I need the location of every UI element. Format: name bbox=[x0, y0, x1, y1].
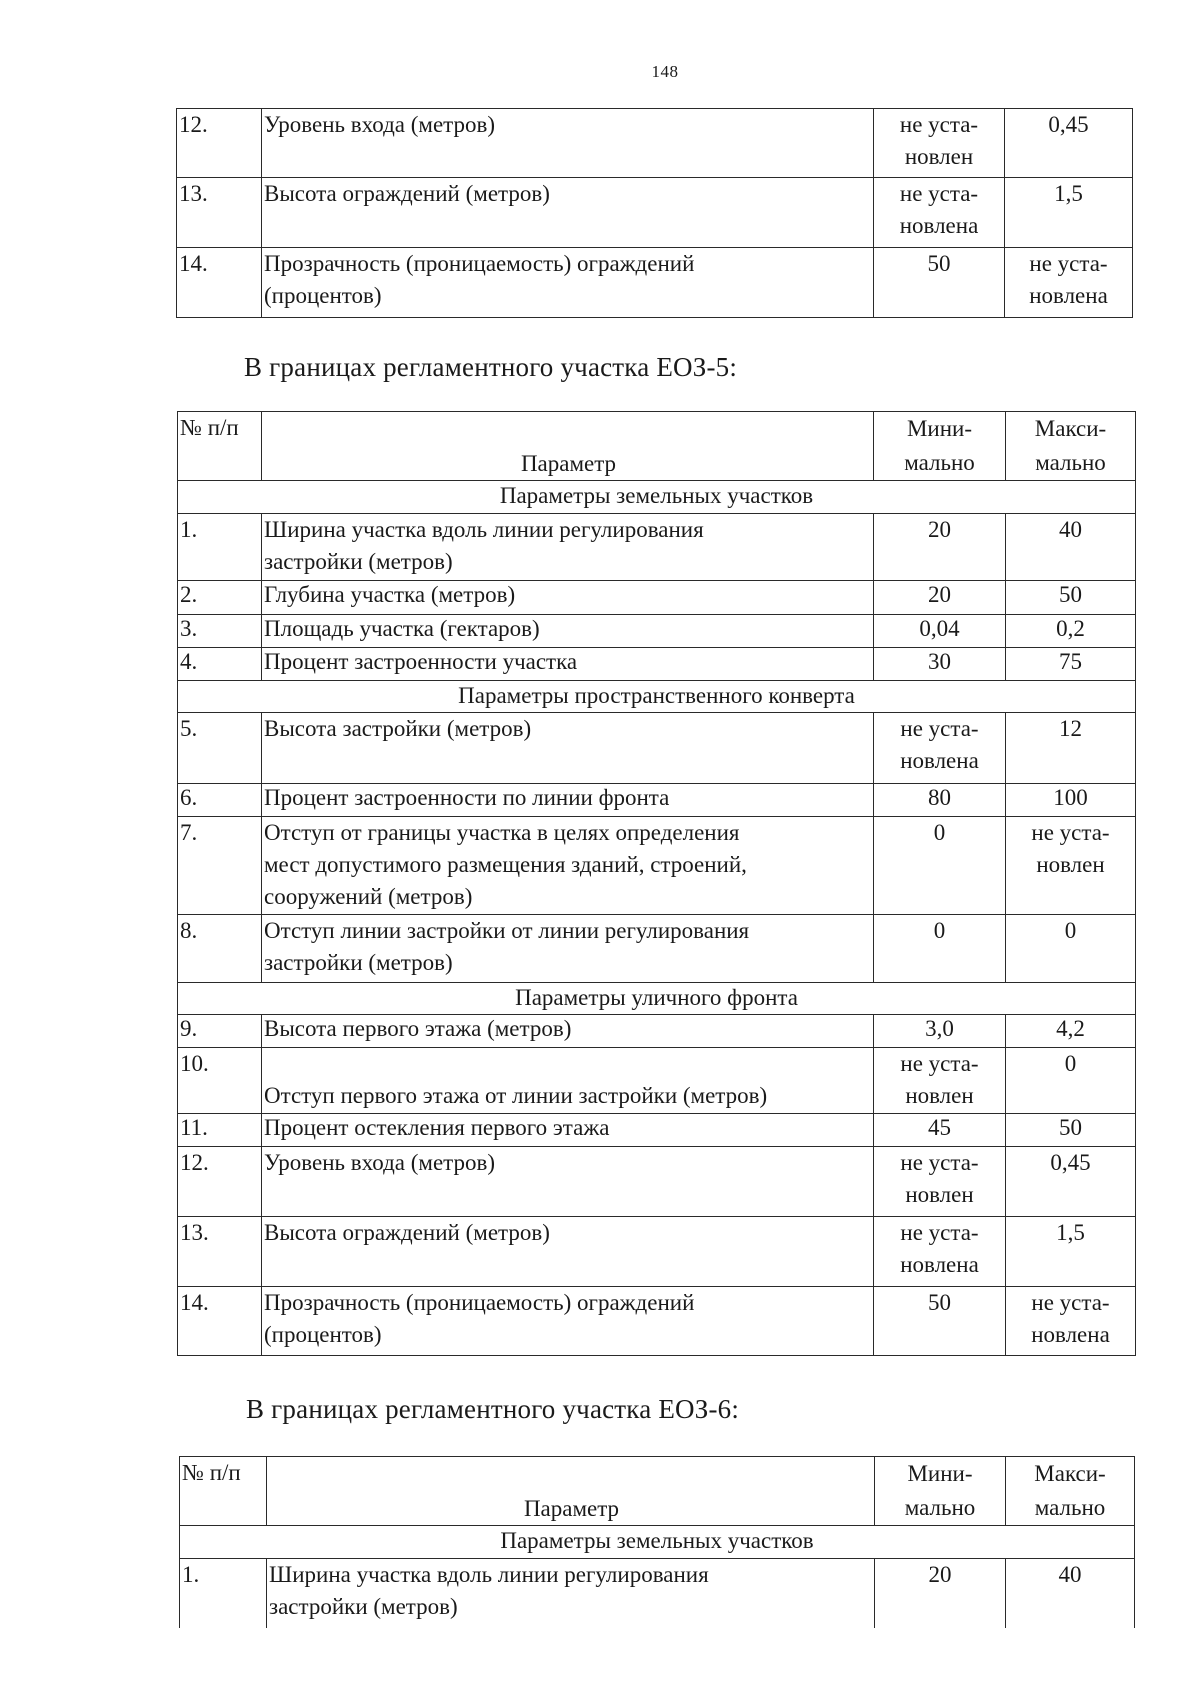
row-number: 3. bbox=[178, 615, 262, 648]
row-number: 14. bbox=[177, 248, 262, 318]
row-number: 2. bbox=[178, 581, 262, 615]
regulation-table-eoz5 bbox=[177, 411, 1136, 1356]
row-parameter: Отступ первого этажа от линии застройки (метров) bbox=[262, 1048, 874, 1114]
row-parameter: Ширина участка вдоль линии регулирования застройки (метров) bbox=[267, 1559, 875, 1628]
row-max: 0 bbox=[1006, 915, 1136, 983]
row-number: 6. bbox=[178, 784, 262, 817]
section-heading-eoz6: В границах регламентного участка ЕОЗ-6: bbox=[246, 1394, 740, 1424]
table-row bbox=[178, 1287, 1136, 1356]
table-row bbox=[178, 1147, 1136, 1217]
row-max: не уста- новлен bbox=[1006, 817, 1136, 915]
header-min: Мини- мально bbox=[874, 412, 1006, 481]
table-row bbox=[178, 817, 1136, 915]
row-max: не уста- новлена bbox=[1006, 1287, 1136, 1356]
group-title: Параметры пространственного конверта bbox=[178, 681, 1136, 713]
row-max: 100 bbox=[1006, 784, 1136, 817]
row-max: 0,45 bbox=[1005, 109, 1133, 178]
table-row bbox=[178, 713, 1136, 784]
table-row bbox=[178, 581, 1136, 615]
group-title: Параметры уличного фронта bbox=[178, 983, 1136, 1015]
row-min: 20 bbox=[874, 581, 1006, 615]
table-row bbox=[178, 915, 1136, 983]
table-row bbox=[177, 178, 1133, 248]
table-row bbox=[177, 109, 1133, 178]
row-parameter: Высота ограждений (метров) bbox=[262, 1217, 874, 1287]
header-max: Макси- мально bbox=[1006, 412, 1136, 481]
table-row bbox=[177, 248, 1133, 318]
header-max: Макси- мально bbox=[1006, 1457, 1135, 1526]
row-min: 0,04 bbox=[874, 615, 1006, 648]
group-row bbox=[178, 481, 1136, 514]
header-parameter: Параметр bbox=[262, 412, 874, 481]
group-title: Параметры земельных участков bbox=[180, 1526, 1135, 1559]
row-parameter: Процент остекления первого этажа bbox=[262, 1114, 874, 1147]
row-min: 45 bbox=[874, 1114, 1006, 1147]
row-min: не уста- новлен bbox=[874, 1048, 1006, 1114]
row-number: 7. bbox=[178, 817, 262, 915]
row-min: не уста- новлена bbox=[874, 713, 1006, 784]
row-min: не уста- новлен bbox=[874, 109, 1005, 178]
row-parameter: Уровень входа (метров) bbox=[262, 1147, 874, 1217]
row-parameter: Прозрачность (проницаемость) ограждений (процентов) bbox=[262, 248, 874, 318]
row-max: не уста- новлена bbox=[1005, 248, 1133, 318]
group-row bbox=[180, 1526, 1135, 1559]
row-parameter: Отступ от границы участка в целях определения мест допустимого размещения зданий, строений, сооружений (метров) bbox=[262, 817, 874, 915]
row-min: 20 bbox=[874, 514, 1006, 581]
row-number: 9. bbox=[178, 1015, 262, 1048]
row-number: 1. bbox=[178, 514, 262, 581]
row-max: 0,2 bbox=[1006, 615, 1136, 648]
section-heading-eoz5: В границах регламентного участка ЕОЗ-5: bbox=[244, 352, 738, 382]
header-min: Мини- мально bbox=[875, 1457, 1006, 1526]
group-row bbox=[178, 983, 1136, 1015]
row-parameter: Процент застроенности участка bbox=[262, 648, 874, 681]
row-number: 14. bbox=[178, 1287, 262, 1356]
regulation-table-continued bbox=[176, 108, 1133, 318]
row-parameter: Уровень входа (метров) bbox=[262, 109, 874, 178]
row-min: не уста- новлен bbox=[874, 1147, 1006, 1217]
row-max: 40 bbox=[1006, 1559, 1135, 1628]
table-row bbox=[178, 784, 1136, 817]
row-max: 12 bbox=[1006, 713, 1136, 784]
row-max: 50 bbox=[1006, 1114, 1136, 1147]
table-row bbox=[180, 1559, 1135, 1628]
row-parameter: Прозрачность (проницаемость) ограждений (процентов) bbox=[262, 1287, 874, 1356]
row-min: 0 bbox=[874, 817, 1006, 915]
row-number: 13. bbox=[178, 1217, 262, 1287]
row-parameter: Отступ линии застройки от линии регулирования застройки (метров) bbox=[262, 915, 874, 983]
row-number: 12. bbox=[178, 1147, 262, 1217]
row-parameter: Ширина участка вдоль линии регулирования застройки (метров) bbox=[262, 514, 874, 581]
header-number: № п/п bbox=[178, 412, 262, 481]
row-number: 1. bbox=[180, 1559, 267, 1628]
regulation-table-eoz6 bbox=[179, 1456, 1135, 1628]
page-number: 148 bbox=[651, 62, 679, 81]
row-number: 11. bbox=[178, 1114, 262, 1147]
table-header-row bbox=[180, 1457, 1135, 1526]
row-parameter: Высота ограждений (метров) bbox=[262, 178, 874, 248]
table-row bbox=[178, 514, 1136, 581]
row-number: 5. bbox=[178, 713, 262, 784]
table-row bbox=[178, 1114, 1136, 1147]
table-header-row bbox=[178, 412, 1136, 481]
row-number: 4. bbox=[178, 648, 262, 681]
row-parameter: Высота застройки (метров) bbox=[262, 713, 874, 784]
row-number: 12. bbox=[177, 109, 262, 178]
row-min: 20 bbox=[875, 1559, 1006, 1628]
row-max: 75 bbox=[1006, 648, 1136, 681]
row-number: 8. bbox=[178, 915, 262, 983]
table-row bbox=[178, 648, 1136, 681]
row-max: 0 bbox=[1006, 1048, 1136, 1114]
header-parameter: Параметр bbox=[267, 1457, 875, 1526]
row-min: 3,0 bbox=[874, 1015, 1006, 1048]
row-min: 50 bbox=[874, 1287, 1006, 1356]
row-max: 40 bbox=[1006, 514, 1136, 581]
row-parameter: Глубина участка (метров) bbox=[262, 581, 874, 615]
row-min: 30 bbox=[874, 648, 1006, 681]
row-parameter: Процент застроенности по линии фронта bbox=[262, 784, 874, 817]
row-max: 0,45 bbox=[1006, 1147, 1136, 1217]
row-max: 50 bbox=[1006, 581, 1136, 615]
table-row bbox=[178, 615, 1136, 648]
group-title: Параметры земельных участков bbox=[178, 481, 1136, 514]
row-min: 0 bbox=[874, 915, 1006, 983]
row-max: 4,2 bbox=[1006, 1015, 1136, 1048]
row-min: не уста- новлена bbox=[874, 1217, 1006, 1287]
row-min: 50 bbox=[874, 248, 1005, 318]
table-row bbox=[178, 1217, 1136, 1287]
row-max: 1,5 bbox=[1006, 1217, 1136, 1287]
row-parameter: Площадь участка (гектаров) bbox=[262, 615, 874, 648]
row-parameter: Высота первого этажа (метров) bbox=[262, 1015, 874, 1048]
table-row bbox=[178, 1048, 1136, 1114]
row-min: 80 bbox=[874, 784, 1006, 817]
row-min: не уста- новлена bbox=[874, 178, 1005, 248]
row-number: 13. bbox=[177, 178, 262, 248]
group-row bbox=[178, 681, 1136, 713]
row-max: 1,5 bbox=[1005, 178, 1133, 248]
table-row bbox=[178, 1015, 1136, 1048]
row-number: 10. bbox=[178, 1048, 262, 1114]
header-number: № п/п bbox=[180, 1457, 267, 1526]
